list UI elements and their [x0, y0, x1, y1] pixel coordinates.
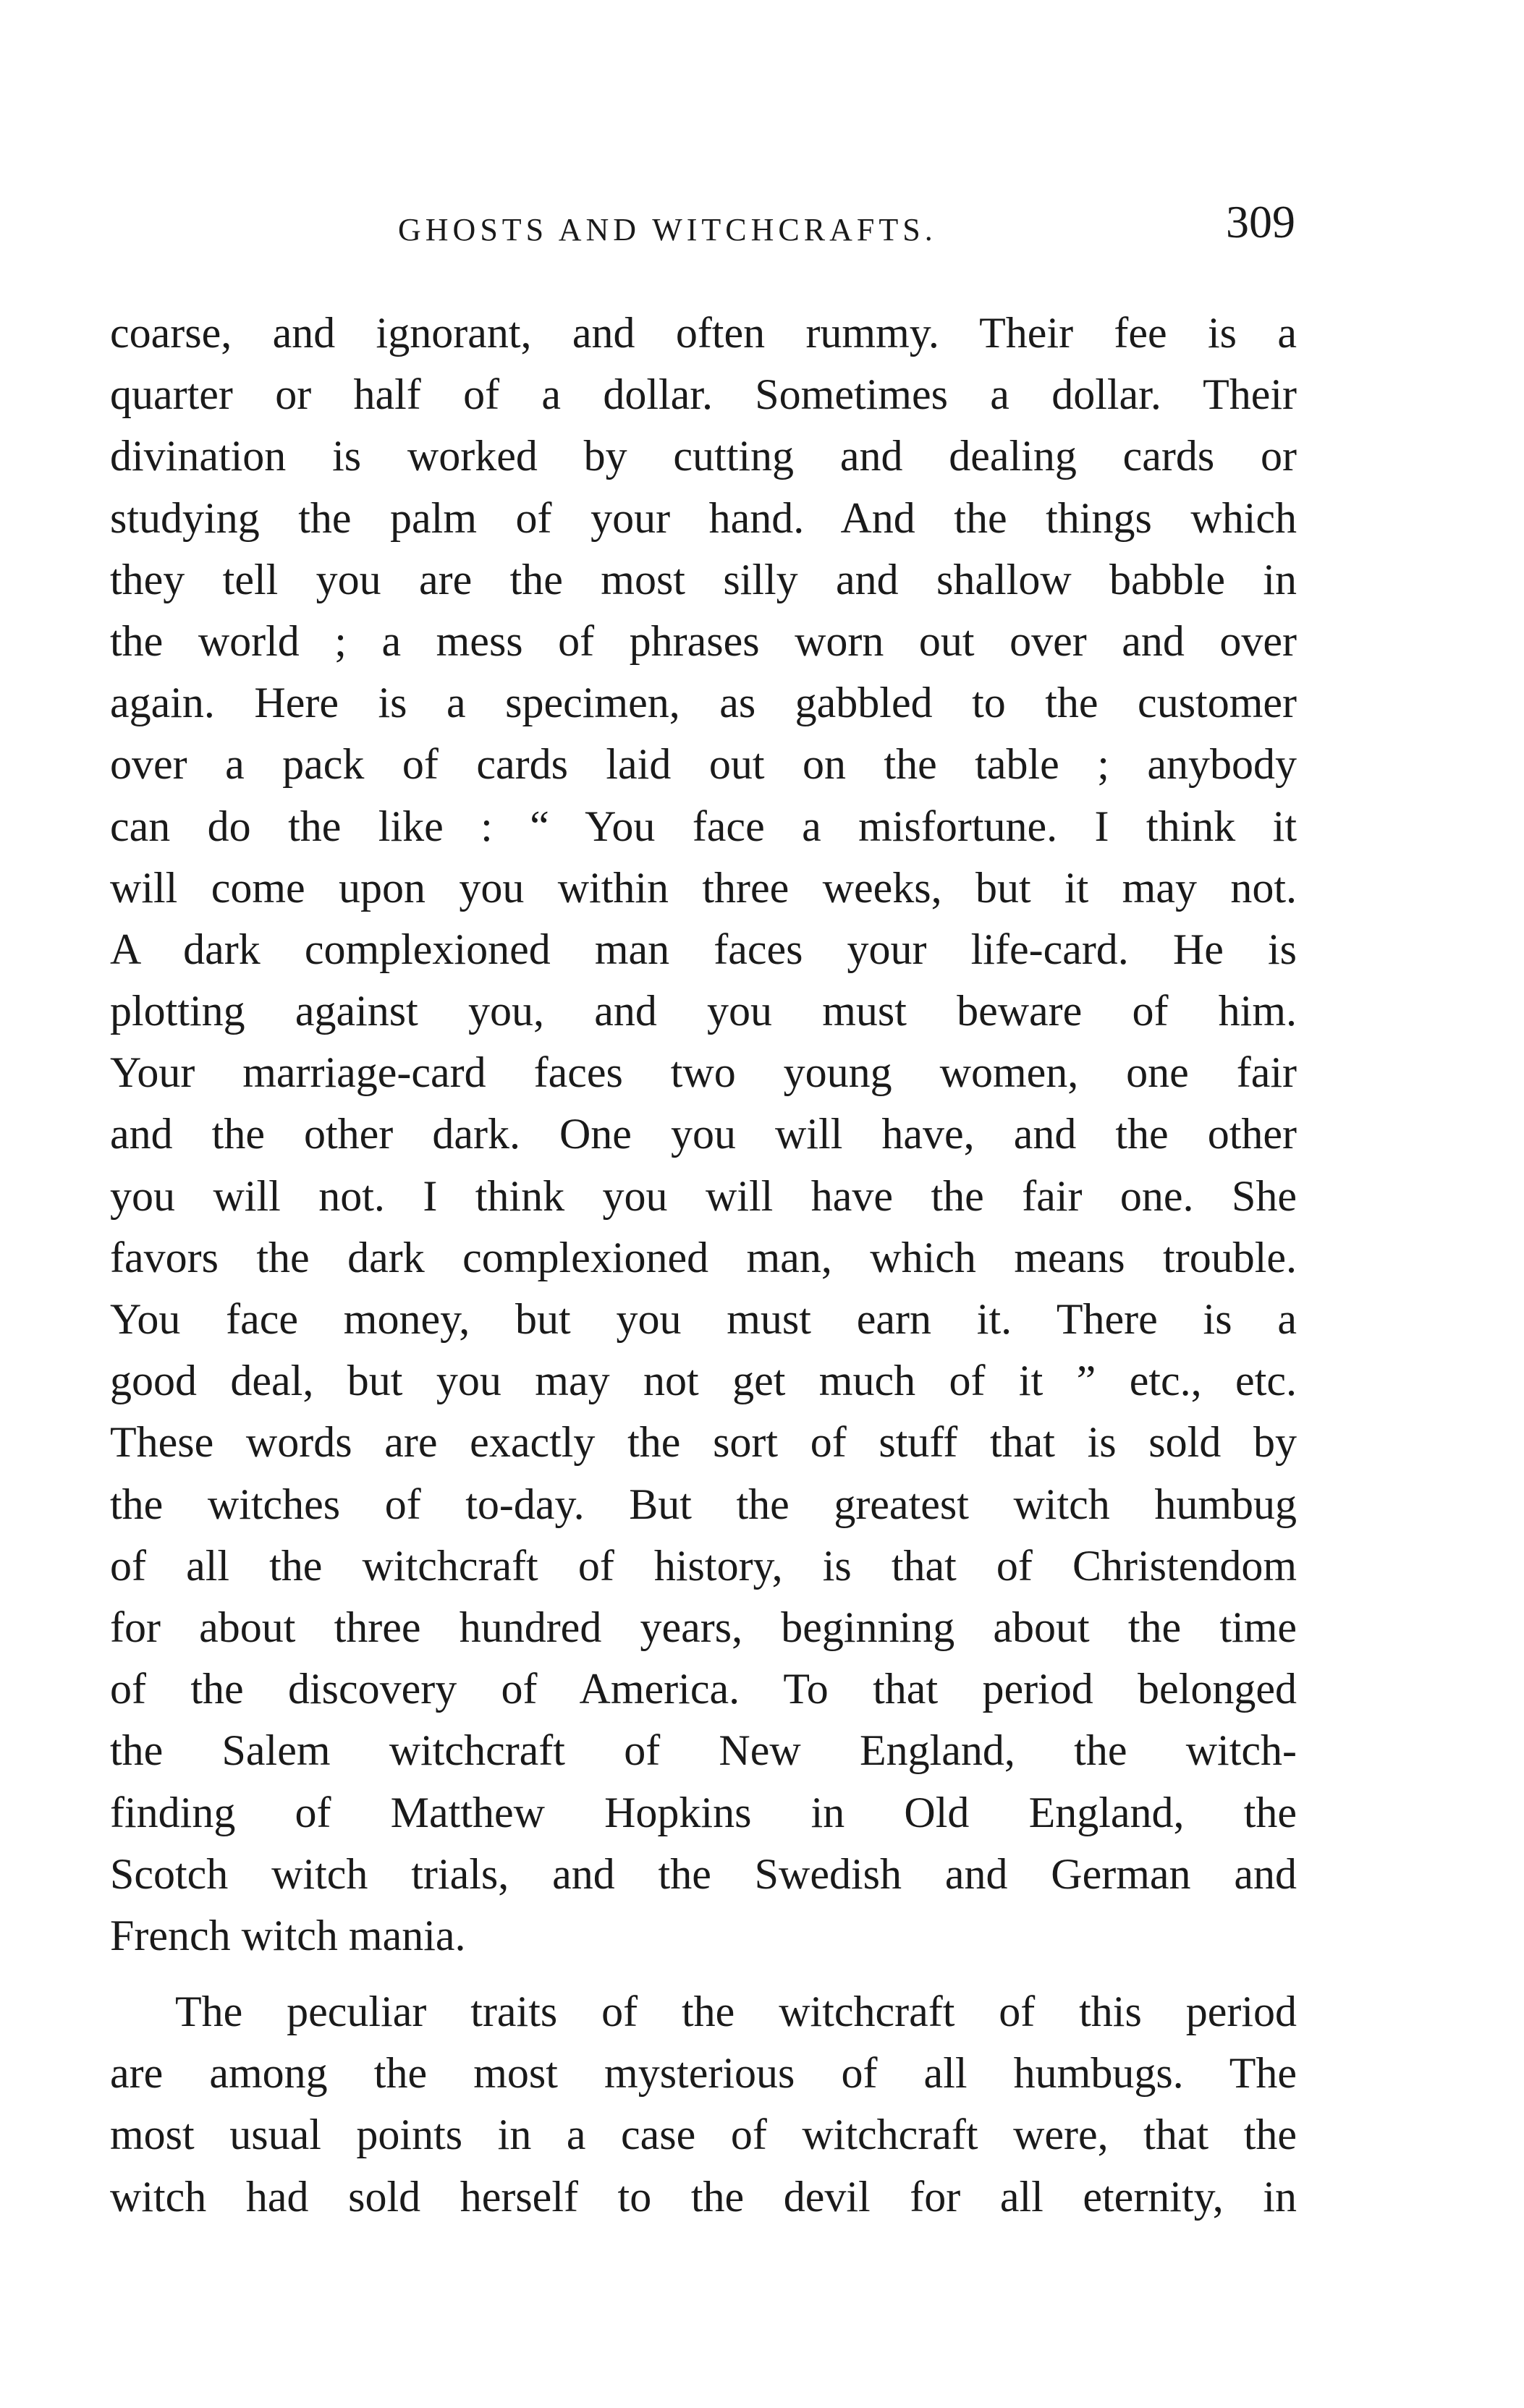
paragraph-gap	[110, 1967, 1297, 1981]
text-line: most usual points in a case of witchcraft were, that the	[110, 2111, 1297, 2159]
paragraph-1	[110, 302, 1297, 1967]
text-line: the Salem witchcraft of New England, the witch-	[110, 1726, 1297, 1775]
text-line: the witches of to-day. But the greatest witch humbug	[110, 1480, 1297, 1528]
text-line: favors the dark complexioned man, which means trouble.	[110, 1233, 1297, 1281]
text-line: for about three hundred years, beginning about the time	[110, 1603, 1297, 1651]
paragraph-2	[110, 1981, 1297, 2228]
text-line: again. Here is a specimen, as gabbled to the customer	[110, 679, 1297, 727]
text-line: studying the palm of your hand. And the things which	[110, 493, 1297, 542]
text-line: of the discovery of America. To that period belonged	[110, 1665, 1297, 1713]
text-line: A dark complexioned man faces your life-card. He is	[110, 925, 1297, 973]
page-number: 309	[1226, 196, 1295, 247]
text-line: you will not. I think you will have the fair one. She	[110, 1171, 1297, 1220]
text-line: of all the witchcraft of history, is that of Christendom	[110, 1541, 1297, 1590]
text-line: coarse, and ignorant, and often rummy. Their fee is a	[110, 309, 1297, 357]
running-head	[109, 195, 1295, 260]
text-line: divination is worked by cutting and dealing cards or	[110, 432, 1297, 480]
text-line: will come upon you within three weeks, but it may not.	[110, 863, 1297, 912]
text-line: plotting against you, and you must beware of him.	[110, 987, 1297, 1035]
text-line: Your marriage-card faces two young women, one fair	[110, 1048, 1297, 1097]
text-line: The peculiar traits of the witchcraft of this period	[175, 1988, 1297, 2036]
text-line: and the other dark. One you will have, and the other	[110, 1110, 1297, 1158]
text-line: can do the like : “ You face a misfortune. I think it	[110, 802, 1297, 850]
text-line: are among the most mysterious of all humbugs. The	[110, 2049, 1297, 2098]
text-line: These words are exactly the sort of stuff that is sold by	[110, 1418, 1297, 1467]
text-line: You face money, but you must earn it. There is a	[110, 1295, 1297, 1343]
text-line: Scotch witch trials, and the Swedish and German and	[110, 1849, 1297, 1898]
text-line: the world ; a mess of phrases worn out over and over	[110, 616, 1297, 665]
running-title: GHOSTS AND WITCHCRAFTS.	[398, 212, 937, 247]
text-line: French witch mania.	[110, 1911, 466, 1959]
text-line: over a pack of cards laid out on the table ; anybody	[110, 740, 1297, 789]
text-line: witch had sold herself to the devil for all eternity, in	[110, 2172, 1297, 2221]
text-line: they tell you are the most silly and shallow babble in	[110, 555, 1297, 603]
text-line: finding of Matthew Hopkins in Old England, the	[110, 1788, 1297, 1836]
body-text	[110, 302, 1297, 2228]
text-line: quarter or half of a dollar. Sometimes a dollar. Their	[110, 370, 1297, 419]
text-line: good deal, but you may not get much of it ” etc., etc.	[110, 1357, 1297, 1405]
